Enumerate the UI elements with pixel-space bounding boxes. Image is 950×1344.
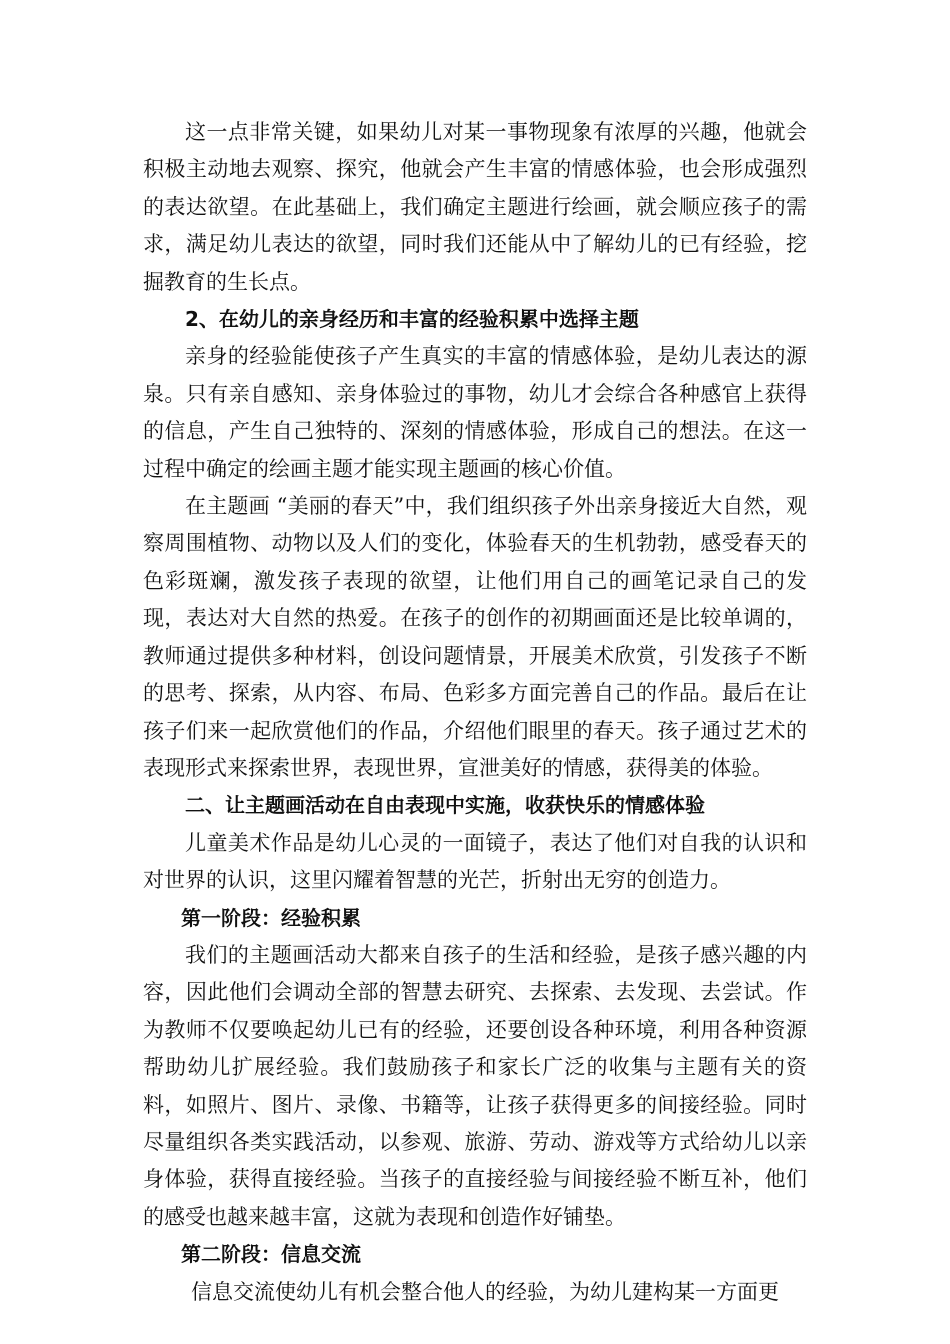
heading-choose-theme: 2、在幼儿的亲身经历和丰富的经验积累中选择主题 — [185, 307, 639, 332]
paragraph-spring: 在主题画 “美丽的春天”中，我们组织孩子外出亲身接近大自然，观察周围植物、动物以及人们的变化，体验春天的生机勃勃，感受春天的色彩斑斓，激发孩子表现的欲望，让他们用自己的画笔记录自己的发现，表达对大自然的热爱。在孩子的创作的初期画面还是比较单调的，教师通过提供多种材料，创设问题情景，开展美术欣赏，引发孩子不断的思考、探索，从内容、布局、色彩多方面完善自己的作品。最后在让孩子们来一起欣赏他们的作品，介绍他们眼里的春天。孩子通过艺术的表现形式来探索世界，表现世界，宣泄美好的情感，获得美的体验。 — [143, 494, 807, 780]
paragraph-interest: 这一点非常关键，如果幼儿对某一事物现象有浓厚的兴趣，他就会积极主动地去观察、探究，他就会产生丰富的情感体验，也会形成强烈的表达欲望。在此基础上，我们确定主题进行绘画，就会顺应孩子的需求，满足幼儿表达的欲望，同时我们还能从中了解幼儿的已有经验，挖掘教育的生长点。 — [143, 120, 807, 294]
document-body — [143, 114, 807, 1311]
paragraph-stage-one: 我们的主题画活动大都来自孩子的生活和经验，是孩子感兴趣的内容，因此他们会调动全部的智慧去研究、去探索、去发现、去尝试。作为教师不仅要唤起幼儿已有的经验，还要创设各种环境，利用各种资源帮助幼儿扩展经验。我们鼓励孩子和家长广泛的收集与主题有关的资料，如照片、图片、录像、书籍等，让孩子获得更多的间接经验。同时尽量组织各类实践活动，以参观、旅游、劳动、游戏等方式给幼儿以亲身体验，获得直接经验。当孩子的直接经验与间接经验不断互补，他们的感受也越来越丰富，这就为表现和创造作好铺垫。 — [143, 942, 807, 1229]
paragraph-mirror: 儿童美术作品是幼儿心灵的一面镜子，表达了他们对自我的认识和对世界的认识，这里闪耀着智慧的光芒，折射出无穷的创造力。 — [143, 830, 807, 893]
paragraph-stage-two: 信息交流使幼儿有机会整合他人的经验，为幼儿建构某一方面更 — [191, 1279, 779, 1304]
heading-stage-two: 第二阶段：信息交流 — [181, 1242, 361, 1267]
heading-free-expression: 二、让主题画活动在自由表现中实施，收获快乐的情感体验 — [185, 793, 705, 818]
paragraph-experience: 亲身的经验能使孩子产生真实的丰富的情感体验，是幼儿表达的源泉。只有亲自感知、亲身体验过的事物，幼儿才会综合各种感官上获得的信息，产生自己独特的、深刻的情感体验，形成自己的想法。在这一过程中确定的绘画主题才能实现主题画的核心价值。 — [143, 344, 807, 481]
heading-stage-one: 第一阶段：经验积累 — [181, 905, 361, 930]
